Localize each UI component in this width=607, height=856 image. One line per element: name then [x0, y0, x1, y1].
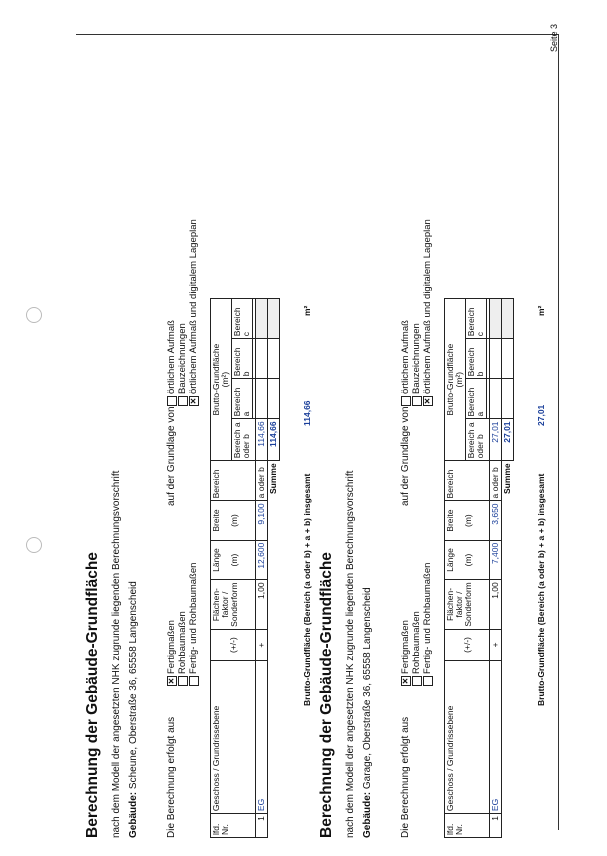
building-line: Gebäude: Garage, Oberstraße 36, 65558 Langenscheid [362, 587, 373, 838]
source-options [166, 219, 199, 406]
checkbox-aufmass-lageplan[interactable]: ✕ örtlichem Aufmaß und digitalem Lageplan [422, 219, 433, 405]
col-header-ab: Bereich a oder b [466, 419, 490, 461]
col-header-laenge: Länge (m) [445, 540, 490, 579]
checkbox-box[interactable] [189, 676, 199, 686]
section-heading: Berechnung der Gebäude-Grundfläche [84, 552, 101, 838]
checkbox-box[interactable] [401, 396, 411, 406]
col-header-c: Bereich c [232, 299, 253, 339]
col-header-b: Bereich b [466, 339, 487, 379]
checkbox-fertig-rohbau[interactable]: Fertig- und Rohbaumaßen [422, 563, 433, 686]
checkbox-box[interactable]: ✕ [166, 677, 176, 685]
section-garage [318, 18, 607, 838]
basis-options [166, 563, 199, 686]
checkbox-rohbaumasse[interactable]: Rohbaumaßen [177, 563, 188, 686]
checkbox-bauzeichnungen[interactable]: Bauzeichnungen [177, 219, 188, 406]
col-header-ab: Bereich a oder b [232, 419, 256, 461]
col-header-faktor: Flächen-faktor / Sonderform [445, 580, 490, 629]
area-table [210, 298, 280, 838]
punch-hole [26, 307, 42, 323]
sum-row: Summe 114,66 [268, 299, 280, 838]
col-header-ebene: Geschoss / Grundrissebene [211, 661, 256, 814]
checkbox-fertig-rohbau[interactable]: Fertig- und Rohbaumaßen [188, 563, 199, 686]
section-heading: Berechnung der Gebäude-Grundfläche [318, 552, 335, 838]
col-header-c: Bereich c [466, 299, 487, 339]
col-header-pm: (+/-) [445, 629, 490, 661]
col-header-pm: (+/-) [211, 629, 256, 661]
total-value: 114,66 [302, 400, 312, 426]
building-line: Gebäude: Scheune, Oberstraße 36, 65558 Langenscheid [128, 581, 139, 838]
total-unit: m² [302, 305, 312, 316]
table-row: 1 EG + 1,00 7,400 3,650 a oder b 27,01 [490, 299, 502, 838]
checkbox-rohbaumasse[interactable]: Rohbaumaßen [411, 563, 422, 686]
checkbox-oertliches-aufmass[interactable]: örtlichem Aufmaß [166, 219, 177, 406]
checkbox-oertliches-aufmass[interactable]: örtlichem Aufmaß [400, 219, 411, 406]
basis-options [400, 563, 433, 686]
page-label: Seite 3 [549, 23, 559, 52]
total-unit: m² [536, 305, 546, 316]
col-header-laenge: Länge (m) [211, 540, 256, 580]
checkbox-box[interactable] [423, 676, 433, 686]
checkbox-fertigmasse[interactable]: ✕ Fertigmaßen [166, 620, 177, 685]
col-header-bereich: Bereich [445, 461, 490, 501]
sum-row: Summe 27,01 [502, 299, 514, 838]
checkbox-box[interactable] [178, 396, 188, 406]
checkbox-box[interactable]: ✕ [188, 397, 198, 405]
checkbox-box[interactable] [167, 396, 177, 406]
col-header-ebene: Geschoss / Grundrissebene [445, 661, 490, 814]
model-text: nach dem Modell der angesetzten NHK zugrunde liegenden Berechnungsvorschrift [111, 470, 122, 838]
checkbox-box[interactable] [412, 396, 422, 406]
source-text: auf der Grundlage von [166, 406, 177, 506]
col-header-a: Bereich a [466, 379, 487, 419]
basis-text: Die Berechnung erfolgt aus [400, 716, 411, 838]
source-options [400, 219, 433, 406]
model-text: nach dem Modell der angesetzten NHK zugrunde liegenden Berechnungsvorschrift [345, 470, 356, 838]
table-row: 1 EG + 1,00 12,600 9,100 a oder b 114,66 [256, 299, 268, 838]
col-header-nr: lfd. Nr. [445, 814, 490, 838]
col-header-nr: lfd. Nr. [211, 814, 256, 838]
col-header-bgf: Brutto-Grundfläche (m²) [211, 299, 232, 461]
checkbox-box[interactable] [178, 676, 188, 686]
source-text: auf der Grundlage von [400, 406, 411, 506]
area-table [444, 298, 514, 838]
checkbox-aufmass-lageplan[interactable]: ✕ örtlichem Aufmaß und digitalem Lageplan [188, 219, 199, 405]
checkbox-fertigmasse[interactable]: ✕ Fertigmaßen [400, 620, 411, 685]
checkbox-box[interactable]: ✕ [400, 677, 410, 685]
total-label: Brutto-Grundfläche (Bereich (a oder b) + a + b) insgesamt [302, 473, 312, 706]
total-value: 27,01 [536, 404, 546, 426]
col-header-breite: Breite (m) [445, 501, 490, 540]
checkbox-bauzeichnungen[interactable]: Bauzeichnungen [411, 219, 422, 406]
col-header-breite: Breite (m) [211, 501, 256, 540]
col-header-faktor: Flächen-faktor / Sonderform [211, 580, 256, 629]
col-header-a: Bereich a [232, 379, 253, 419]
col-header-bgf: Brutto-Grundfläche (m²) [445, 299, 466, 461]
basis-text: Die Berechnung erfolgt aus [166, 716, 177, 838]
checkbox-box[interactable] [412, 676, 422, 686]
col-header-b: Bereich b [232, 339, 253, 379]
punch-hole [26, 537, 42, 553]
checkbox-box[interactable]: ✕ [422, 397, 432, 405]
total-label: Brutto-Grundfläche (Bereich (a oder b) + a + b) insgesamt [536, 473, 546, 706]
col-header-bereich: Bereich [211, 461, 256, 501]
